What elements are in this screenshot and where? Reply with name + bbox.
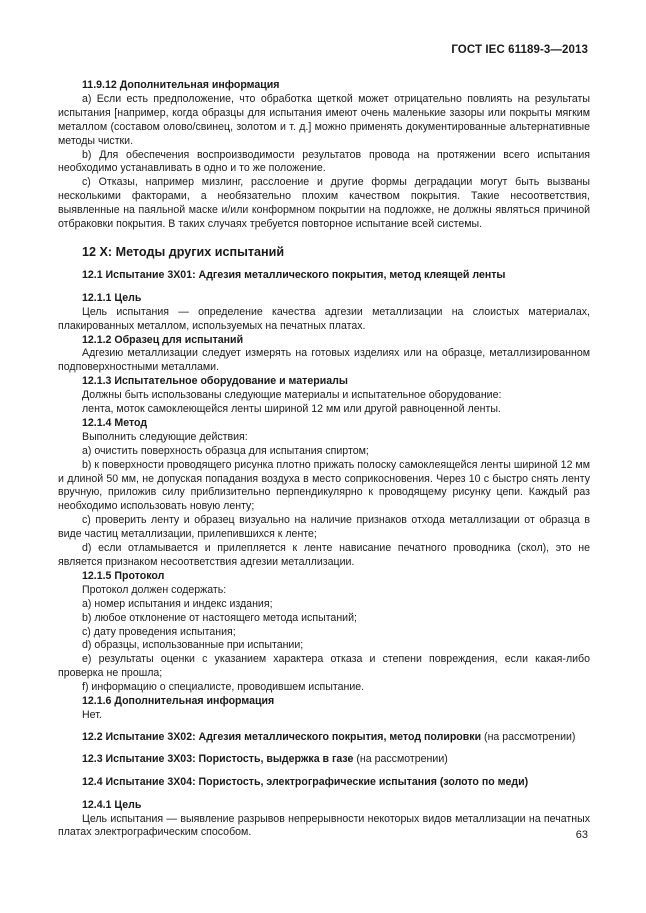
paragraph-12-1-3-b: лента, моток самоклеющейся ленты шириной 12 мм или другой равноценной ленты. [82,403,501,416]
list-item-12-1-5-d: d) образцы, использованные при испытании; [82,639,304,652]
page-number: 63 [575,829,588,841]
heading-12-1-2: 12.1.2 Образец для испытаний [82,333,244,346]
paragraph-12-1-2: Адгезию металлизации следует измерять на готовых изделиях или на образце, металлизированном подповерхностными металлами. [58,347,590,374]
heading-12-1-1: 12.1.1 Цель [82,291,142,304]
paragraph-12-1-3-a: Должны быть использованы следующие материалы и испытательное оборудование: [82,389,502,402]
heading-12-1: 12.1 Испытание 3X01: Адгезия металлического покрытия, метод клеящей ленты [82,268,506,281]
paragraph-12-4-1: Цель испытания — выявление разрывов непрерывности некоторых видов металлизации на печатных платах электрографическим способом. [58,812,590,839]
list-item-12-1-4-c: с) проверить ленту и образец визуально на наличие признаков отхода металлизации от образца в виде частиц металлизации, прилепившихся к ленте; [58,514,590,541]
heading-12-1-4: 12.1.4 Метод [82,416,148,429]
heading-12-2-note: (на рассмотрении) [481,730,576,743]
heading-12-3-title: 12.3 Испытание 3X03: Пористость, выдержка в газе [82,752,354,765]
paragraph-11-9-12-b: b) Для обеспечения воспроизводимости результатов провода на протяжении всего испытания необходимо устанавливать в одно и то же положение. [58,148,590,175]
page-body [58,79,590,840]
list-item-12-1-5-a: а) номер испытания и индекс издания; [82,597,273,610]
heading-12-3 [58,753,590,767]
heading-12-4: 12.4 Испытание 3X04: Пористость, электрографические испытания (золото по меди) [82,775,529,788]
heading-12-2 [58,731,590,745]
heading-11-9-12: 11.9.12 Дополнительная информация [82,79,280,91]
heading-12-1-6: 12.1.6 Дополнительная информация [82,695,275,708]
section-12-title: 12 X: Методы других испытаний [82,244,285,259]
list-item-12-1-5-b: b) любое отклонение от настоящего метода испытаний; [82,611,357,624]
heading-12-4-1: 12.4.1 Цель [82,798,142,811]
heading-12-3-note: (на рассмотрении) [353,752,448,765]
paragraph-12-1-4: Выполнить следующие действия: [82,430,248,443]
heading-12-1-5: 12.1.5 Протокол [82,569,165,582]
list-item-12-1-4-d: d) если отламывается и прилепляется к ленте нависание печатного проводника (скол), это не является признаком несоответствия адгезии металлизации. [58,542,590,568]
document-header: ГОСТ IEC 61189-3—2013 [451,44,588,56]
paragraph-12-1-5: Протокол должен содержать: [82,583,227,596]
paragraph-12-1-1: Цель испытания — определение качества адгезии металлизации на слоистых материалах, плакированных металлом, используемых на печатных платах. [58,305,590,332]
paragraph-12-1-6: Нет. [82,708,102,721]
list-item-12-1-5-c: с) дату проведения испытания; [82,625,236,638]
paragraph-11-9-12-c: с) Отказы, например мизлинг, расслоение и другие формы деградации могут быть вызваны несколькими факторами, а необязательно плохим качеством покрытия. Такие несоответствия, выявленные на паяльной маске и/или конформном покрытии на подложке, не должны являться причиной отбраковки покрытия. В таких случаях требуется повторное испытание всей системы. [58,176,590,231]
list-item-12-1-4-a: а) очистить поверхность образца для испытания спиртом; [82,444,369,457]
paragraph-11-9-12-a: а) Если есть предположение, что обработка щеткой может отрицательно повлиять на результаты испытания [например, когда образцы для испытания имеют очень маленькие зазоры или покрыты мягким металлом (составом олово/свинец, золотом и т. д.] можно применять документированные альтернативные методы чистки. [58,92,590,147]
list-item-12-1-5-e: е) результаты оценки с указанием характера отказа и степени повреждения, если какая-либо проверка не прошла; [58,653,590,680]
list-item-12-1-5-f: f) информацию о специалисте, проводившем испытание. [82,681,365,694]
heading-12-2-title: 12.2 Испытание 3X02: Адгезия металлического покрытия, метод полировки [82,730,482,743]
list-item-12-1-4-b: b) к поверхности проводящего рисунка плотно прижать полоску самоклеящейся ленты шириной 12 мм и длиной 50 мм, не допуская попадания воздуха в место соприкосновения. Через 10 с быстро снять ленту вручную, приложив силу приблизительно перпендикулярно к проводящему рисунку цепи. Каждый раз необходимо использовать новую ленту; [58,458,590,513]
heading-12-1-3: 12.1.3 Испытательное оборудование и материалы [82,375,348,388]
